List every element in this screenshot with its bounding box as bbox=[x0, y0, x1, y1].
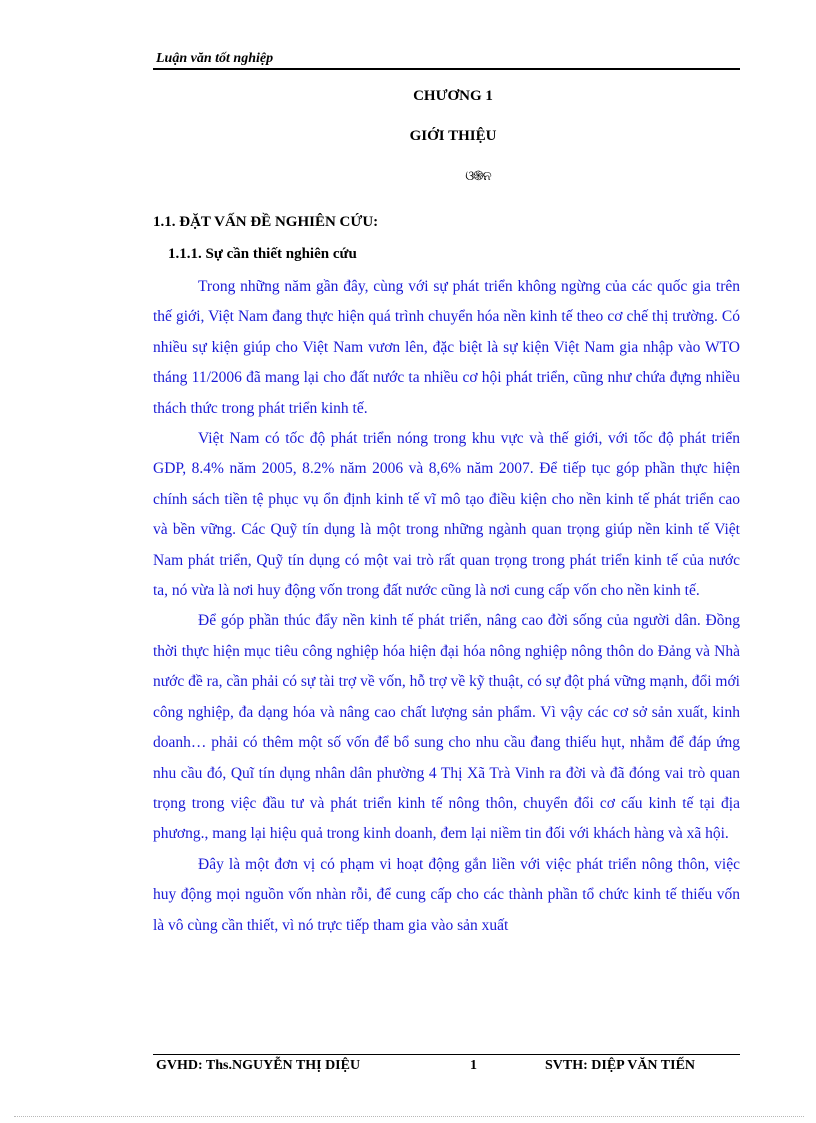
running-header: Luận văn tốt nghiệp bbox=[156, 51, 274, 66]
paragraph: Đây là một đơn vị có phạm vi hoạt động gắn liền với việc phát triển nông thôn, việc huy động mọi nguồn vốn nhàn rỗi, để cung cấp cho các thành phần tổ chức kinh tế thiếu vốn là vô cùng cần thiết, vì nó trực tiếp tham gia vào sản xuất bbox=[153, 855, 740, 934]
chapter-number: CHƯƠNG 1 bbox=[413, 88, 493, 104]
ornament-divider-icon: ଓ֍ନ bbox=[465, 169, 491, 184]
paragraph: Để góp phần thúc đẩy nền kinh tế phát triển, nâng cao đời sống của người dân. Đồng thời thực hiện mục tiêu công nghiệp hóa hiện đại hóa nông nghiệp nông thôn do Đảng và Nhà nước đề ra, cần phải có sự tài trợ về vốn, hỗ trợ về kỹ thuật, có sự đột phá vững mạnh, đổi mới công nghiệp, đa dạng hóa và nâng cao chất lượng sản phẩm. Vì vậy các cơ sở sản xuất, kinh doanh… phải có thêm một số vốn để bổ sung cho nhu cầu đang thiếu hụt, nhằm để đáp ứng nhu cầu đó, Quĩ tín dụng nhân dân phường 4 Thị Xã Trà Vinh ra đời và đã đóng vai trò quan trọng trong việc đầu tư và phát triển kinh tế nông thôn, chuyển đổi cơ cấu kinh tế tại địa phương., mang lại hiệu quả trong kinh doanh, đem lại niềm tin đối với khách hàng và xã hội. bbox=[153, 612, 740, 843]
body-text bbox=[153, 272, 740, 941]
paragraph: Việt Nam có tốc độ phát triển nóng trong khu vực và thế giới, với tốc độ phát triển GDP, 8.4% năm 2005, 8.2% năm 2006 và 8,6% năm 2007. Để tiếp tục góp phần thực hiện chính sách tiền tệ phục vụ ổn định kinh tế vĩ mô tạo điều kiện cho nền kinh tế phát triển cao và bền vững. Các Quỹ tín dụng là một trong những ngành quan trọng giúp nền kinh tế Việt Nam phát triển, Quỹ tín dụng có một vai trò rất quan trọng trong phát triển kinh tế của nước ta, nó vừa là nơi huy động vốn trong đất nước cũng là nơi cung cấp vốn cho nền kinh tế. bbox=[153, 430, 740, 600]
page-number: 1 bbox=[470, 1058, 477, 1073]
subsection-heading: 1.1.1. Sự cần thiết nghiên cứu bbox=[168, 246, 357, 262]
page-break-divider bbox=[14, 1116, 804, 1117]
section-heading: 1.1. ĐẶT VẤN ĐỀ NGHIÊN CỨU: bbox=[153, 214, 379, 230]
paragraph: Trong những năm gần đây, cùng với sự phát triển không ngừng của các quốc gia trên thế giới, Việt Nam đang thực hiện quá trình chuyển hóa nền kinh tế theo cơ chế thị trường. Có nhiều sự kiện giúp cho Việt Nam vươn lên, đặc biệt là sự kiện Việt Nam gia nhập vào WTO tháng 11/2006 đã mang lại cho đất nước ta nhiều cơ hội phát triển, cũng như chứa đựng nhiều thách thức trong phát triển kinh tế. bbox=[153, 278, 740, 417]
footer-advisor: GVHD: Ths.NGUYỄN THỊ DIỆU bbox=[156, 1058, 361, 1073]
chapter-title: GIỚI THIỆU bbox=[409, 128, 497, 144]
footer-rule bbox=[153, 1054, 740, 1055]
header-rule bbox=[153, 68, 740, 70]
footer-student: SVTH: DIỆP VĂN TIẾN bbox=[545, 1058, 696, 1073]
